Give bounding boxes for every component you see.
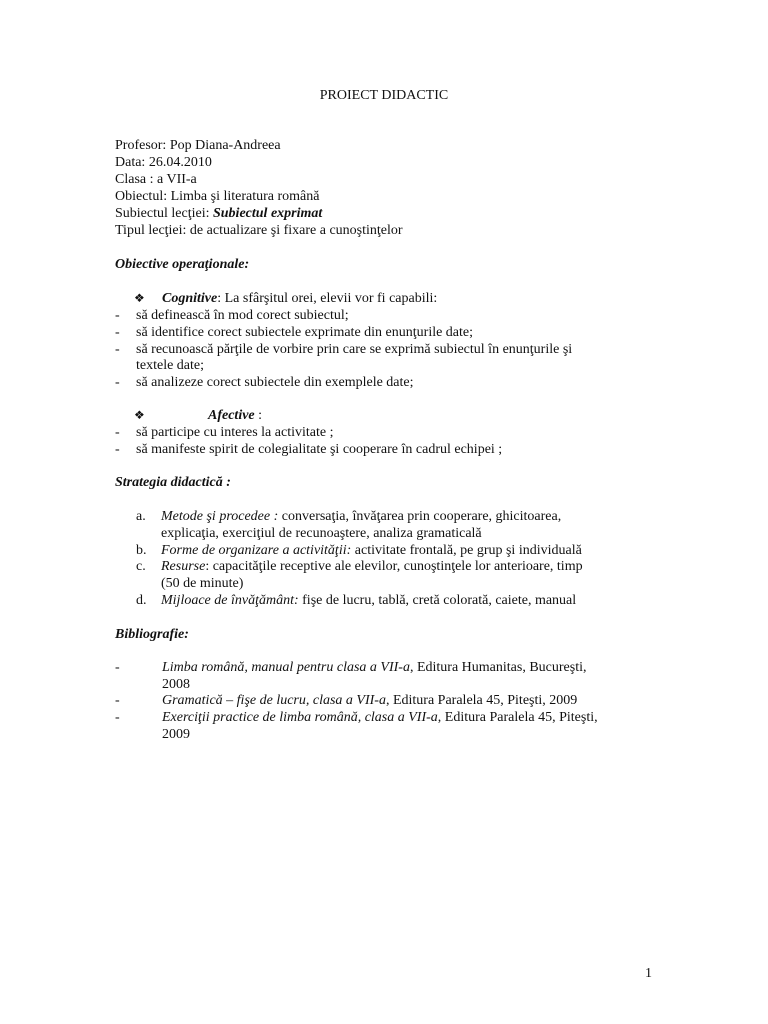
- dash-marker: -: [115, 325, 120, 340]
- cognitive-label: Cognitive: [162, 291, 218, 306]
- cognitive-intro-text: : La sfârşitul orei, elevii vor fi capabili:: [217, 291, 438, 306]
- dash-marker: -: [115, 660, 120, 675]
- bibliography-item-continued: 2008: [162, 677, 190, 692]
- strategy-item-label: Resurse: [161, 559, 206, 574]
- bibliography-rest: , Editura Paralela 45, Piteşti,: [437, 710, 598, 725]
- strategy-letter: a.: [136, 509, 146, 524]
- afective-label: Afective: [208, 408, 255, 423]
- strategy-item-text: : capacităţile receptive ale elevilor, cunoştinţele lor anterioare, timp: [205, 559, 583, 574]
- dash-marker: -: [115, 308, 120, 323]
- lesson-topic-line: [115, 205, 322, 222]
- lesson-type-line: Tipul lecţiei: de actualizare şi fixare a cunoştinţelor: [115, 223, 403, 238]
- afective-item: să manifeste spirit de colegialitate şi cooperare în cadrul echipei ;: [136, 442, 503, 457]
- dash-marker: -: [115, 442, 120, 457]
- lesson-topic-label: Subiectul lecţiei:: [115, 206, 213, 221]
- strategy-item-text: fişe de lucru, tablă, cretă colorată, caiete, manual: [298, 593, 577, 608]
- strategy-letter: b.: [136, 543, 147, 558]
- cognitive-bullet-icon: ❖: [134, 291, 145, 305]
- dash-marker: -: [115, 693, 120, 708]
- afective-intro: [208, 407, 262, 424]
- bibliography-heading: Bibliografie:: [115, 627, 189, 642]
- strategy-item-label: Metode şi procedee :: [161, 509, 279, 524]
- dash-marker: -: [115, 342, 120, 357]
- bibliography-item: [162, 709, 598, 726]
- page-number: 1: [645, 966, 652, 981]
- date-line: Data: 26.04.2010: [115, 155, 212, 170]
- cognitive-item: să definească în mod corect subiectul;: [136, 308, 349, 323]
- strategy-item-continued: explicaţia, exerciţiul de recunoaştere, analiza gramaticală: [161, 526, 482, 541]
- bibliography-item: [162, 659, 587, 676]
- strategy-item-text: activitate frontală, pe grup şi individuală: [351, 543, 582, 558]
- strategy-letter: d.: [136, 593, 147, 608]
- subject-line: Obiectul: Limba şi literatura română: [115, 189, 320, 204]
- cognitive-intro: [162, 290, 437, 307]
- dash-marker: -: [115, 425, 120, 440]
- strategy-item: [161, 508, 561, 525]
- profesor-line: Profesor: Pop Diana-Andreea: [115, 138, 281, 153]
- lesson-topic-value: Subiectul exprimat: [212, 206, 323, 221]
- bibliography-title: Gramatică – fişe de lucru, clasa a VII-a: [162, 693, 386, 708]
- document-title: PROIECT DIDACTIC: [319, 88, 449, 103]
- cognitive-item-continued: textele date;: [136, 358, 205, 373]
- afective-item: să participe cu interes la activitate ;: [136, 425, 334, 440]
- bibliography-title: Limba română, manual pentru clasa a VII-a: [162, 660, 410, 675]
- strategy-item: [161, 542, 582, 559]
- afective-bullet-icon: ❖: [134, 408, 145, 422]
- strategy-item: [161, 558, 583, 575]
- bibliography-rest: , Editura Humanitas, Bucureşti,: [409, 660, 587, 675]
- cognitive-item: să recunoască părţile de vorbire prin care se exprimă subiectul în enunţurile şi: [136, 342, 573, 357]
- objectives-heading: Obiective operaţionale:: [115, 257, 250, 272]
- strategy-item-label: Forme de organizare a activităţii:: [161, 543, 352, 558]
- strategy-item: [161, 592, 576, 609]
- afective-suffix: :: [254, 408, 263, 423]
- bibliography-item: [162, 692, 577, 709]
- cognitive-item: să analizeze corect subiectele din exemplele date;: [136, 375, 414, 390]
- cognitive-item: să identifice corect subiectele exprimate din enunţurile date;: [136, 325, 474, 340]
- class-line: Clasa : a VII-a: [115, 172, 197, 187]
- strategy-item-label: Mijloace de învăţământ:: [161, 593, 299, 608]
- strategy-letter: c.: [136, 559, 146, 574]
- bibliography-title: Exerciţii practice de limba română, clasa a VII-a: [162, 710, 438, 725]
- dash-marker: -: [115, 710, 120, 725]
- strategy-item-text: conversaţia, învăţarea prin cooperare, ghicitoarea,: [278, 509, 562, 524]
- strategy-item-continued: (50 de minute): [161, 576, 244, 591]
- strategy-heading: Strategia didactică :: [115, 475, 231, 490]
- dash-marker: -: [115, 375, 120, 390]
- bibliography-rest: , Editura Paralela 45, Piteşti, 2009: [385, 693, 578, 708]
- bibliography-item-continued: 2009: [162, 727, 190, 742]
